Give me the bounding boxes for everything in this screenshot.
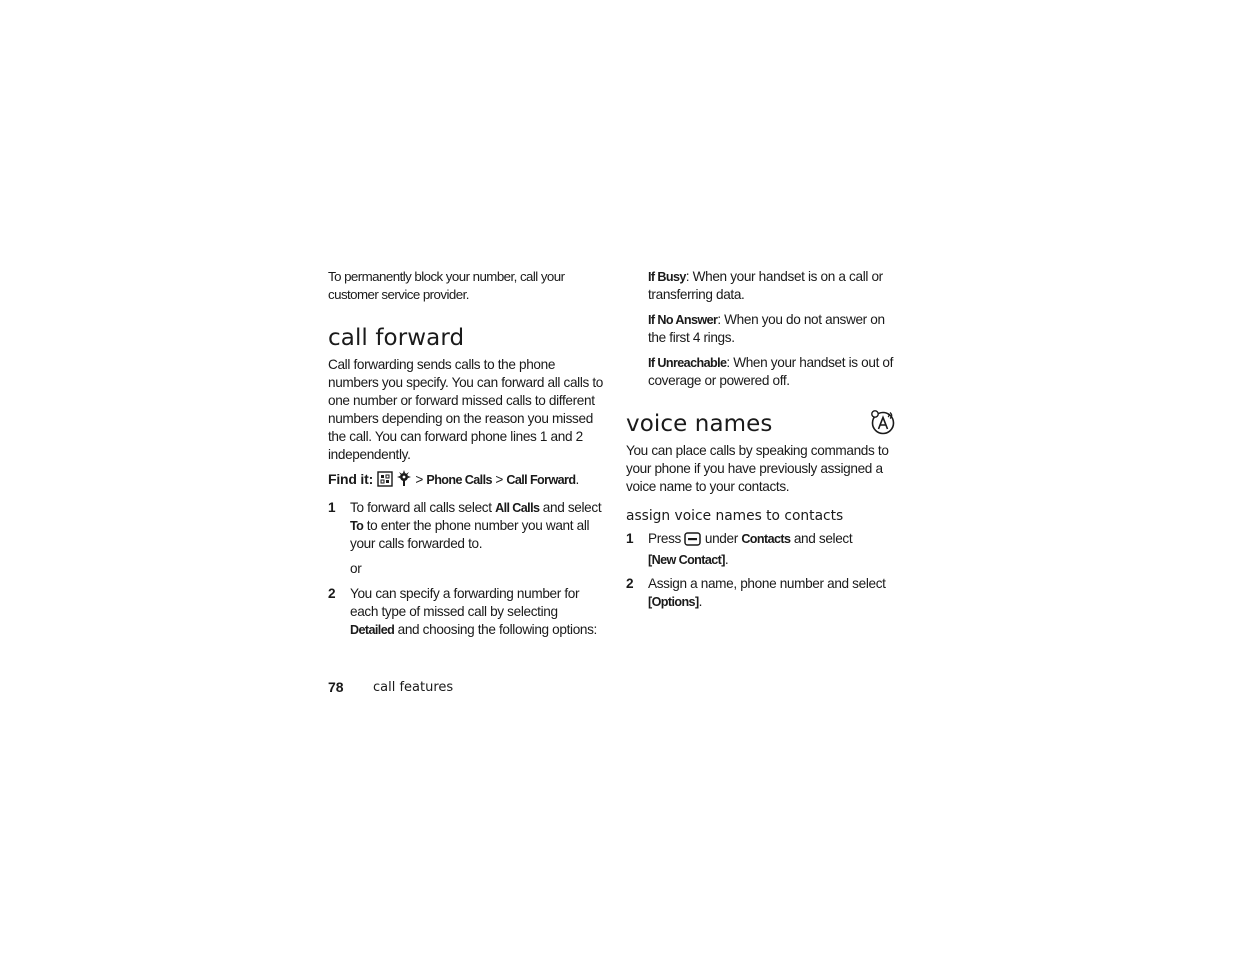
step-2-detailed	[328, 585, 603, 639]
step-1-forward-all	[328, 499, 603, 553]
menu-item-call-forward: Call Forward	[506, 473, 576, 487]
soft-key-icon	[684, 532, 701, 551]
menu-key-icon	[377, 471, 393, 492]
call-forward-description: Call forwarding sends calls to the phone numbers you specify. You can forward all calls to one number or forward missed calls to different numbers depending on the reason you missed the call. You can forward phone lines 1 and 2 independently.	[328, 357, 604, 462]
menu-item-all-calls: All Calls	[495, 501, 540, 515]
menu-item-contacts: Contacts	[741, 532, 791, 546]
find-it-sep-2: >	[495, 472, 503, 487]
page-number: 78	[328, 679, 344, 695]
menu-item-options: [Options]	[648, 595, 699, 609]
section-heading-voice-names: voice names	[626, 411, 773, 437]
step-number: 2	[626, 576, 634, 591]
voice-names-description: You can place calls by speaking commands to your phone if you have previously assigned a voice name to your contacts.	[626, 443, 889, 494]
settings-icon	[396, 470, 412, 492]
menu-item-phone-calls: Phone Calls	[426, 473, 492, 487]
left-column	[328, 268, 603, 639]
section-heading-call-forward: call forward	[328, 325, 465, 351]
option-if-unreachable	[626, 354, 901, 390]
step-text: You can specify a forwarding number for each type of missed call by selecting	[350, 586, 580, 619]
or-text: or	[350, 561, 362, 576]
step-text: .	[724, 552, 729, 567]
option-label: If Busy	[648, 270, 686, 284]
find-it-path	[328, 470, 603, 492]
step-text: Assign a name, phone number and select	[648, 576, 886, 591]
step-text: under	[701, 531, 742, 546]
step-text: To forward all calls select	[350, 500, 496, 515]
footer-section-title: call features	[373, 680, 454, 695]
voice-names-header	[626, 410, 901, 438]
option-text: : When you do not answer on the first 4 rings.	[648, 312, 885, 345]
step-number: 1	[626, 531, 634, 546]
step-text: and select	[539, 500, 602, 515]
option-label: If No Answer	[648, 313, 718, 327]
voice-step-2	[626, 575, 901, 611]
step-text: and choosing the following options:	[394, 622, 597, 637]
menu-item-to: To	[350, 519, 364, 533]
find-it-sep-1: >	[415, 472, 423, 487]
step-number: 1	[328, 500, 336, 515]
voice-step-1	[626, 530, 901, 569]
option-text: : When your handset is out of coverage or powered off.	[648, 355, 894, 388]
option-if-busy	[626, 268, 901, 304]
right-column	[626, 268, 901, 611]
find-it-end: .	[575, 472, 579, 487]
menu-item-new-contact: [New Contact]	[648, 553, 725, 567]
step-text: Press	[648, 531, 685, 546]
intro-text: To permanently block your number, call your customer service provider.	[328, 269, 565, 302]
step-text: .	[698, 594, 702, 609]
step-text: to enter the phone number you want all your calls forwarded to.	[350, 518, 590, 551]
page-footer	[328, 679, 454, 697]
option-text: : When your handset is on a call or transferring data.	[648, 269, 883, 302]
find-it-label: Find it:	[328, 471, 374, 487]
step-text: and select	[790, 531, 853, 546]
network-feature-icon	[870, 409, 896, 440]
option-if-no-answer	[626, 311, 901, 347]
step-number: 2	[328, 586, 336, 601]
option-label: If Unreachable	[648, 356, 727, 370]
subheading-assign-voice-names: assign voice names to contacts	[626, 508, 844, 524]
menu-item-detailed: Detailed	[350, 623, 395, 637]
